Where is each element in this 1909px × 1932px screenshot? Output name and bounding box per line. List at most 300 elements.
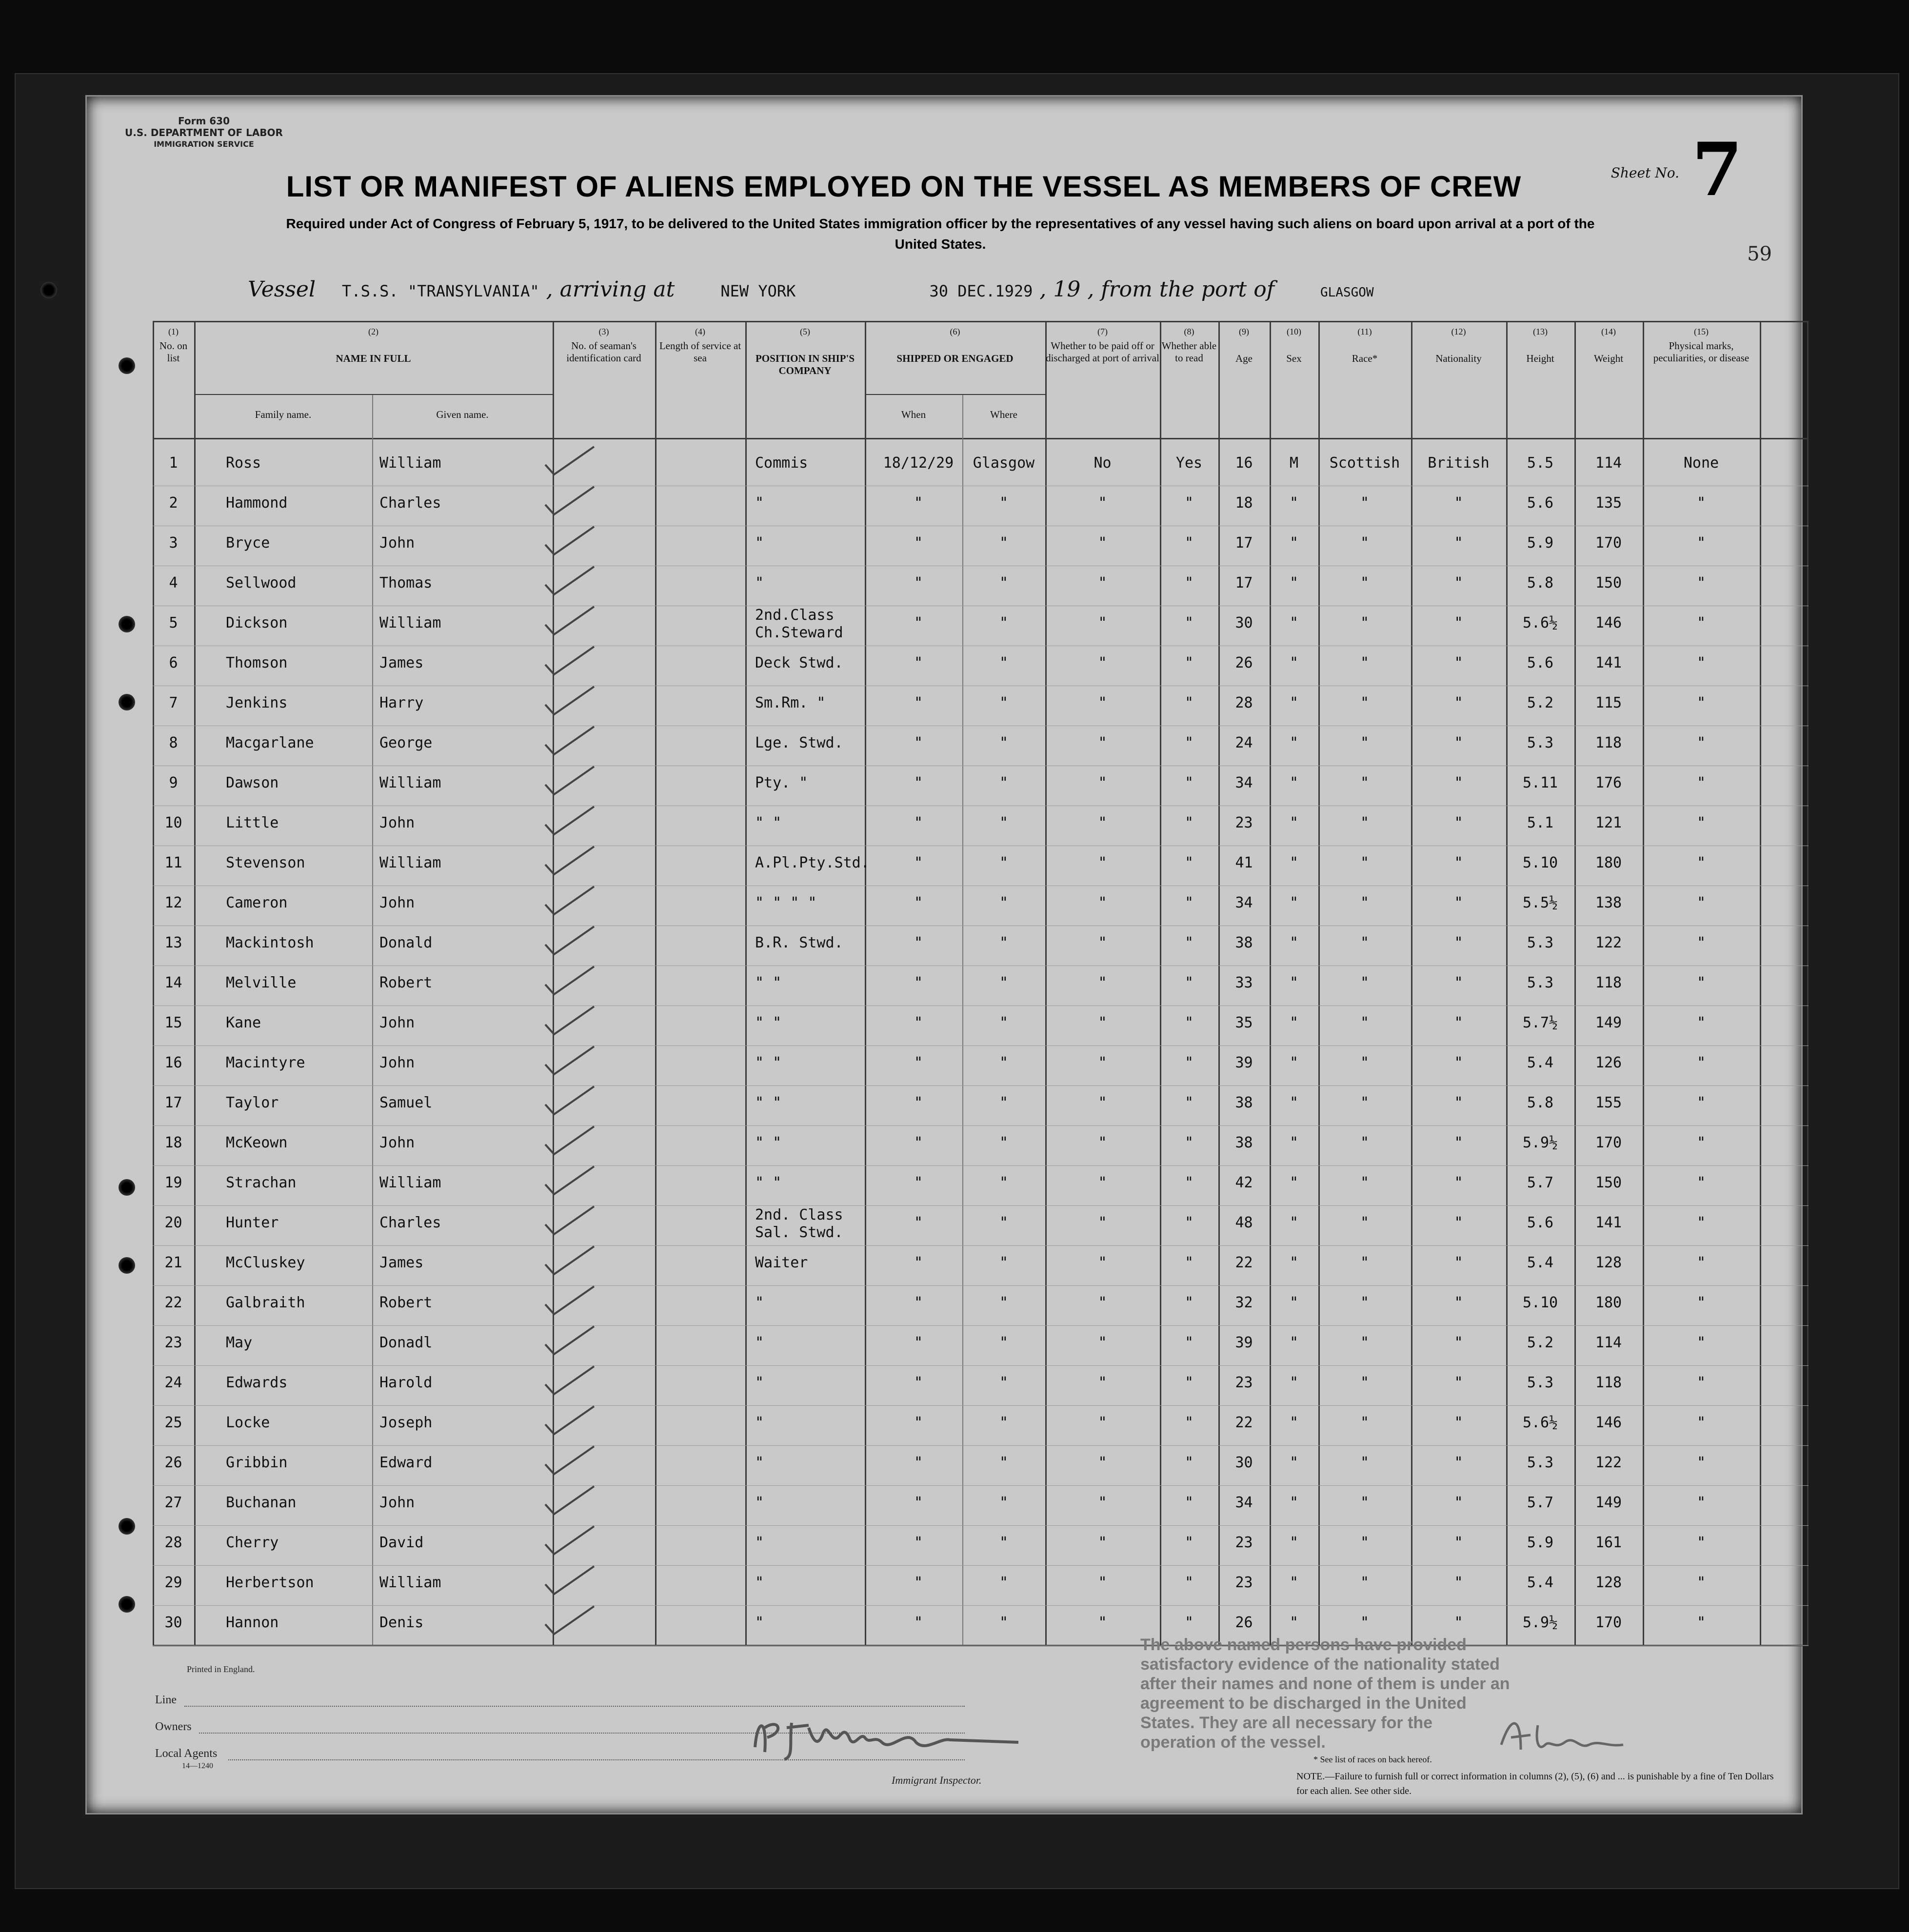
weight: 141: [1595, 654, 1622, 671]
weight: 161: [1595, 1534, 1622, 1551]
age: 22: [1235, 1414, 1253, 1431]
height: 5.7: [1527, 1174, 1554, 1191]
race: ": [1360, 854, 1370, 871]
position: ": [755, 1534, 764, 1551]
paid-off: ": [1098, 534, 1107, 552]
position: Sm.Rm. ": [755, 694, 826, 711]
col-header-name: [194, 326, 553, 365]
race: ": [1360, 1374, 1370, 1391]
nationality: ": [1454, 614, 1463, 631]
shipped-where: ": [999, 1614, 1009, 1631]
age: 34: [1235, 774, 1253, 791]
printed-in: Printed in England.: [187, 1664, 255, 1674]
nationality: ": [1454, 654, 1463, 671]
height: 5.5½: [1522, 894, 1558, 911]
family-name: Stevenson: [226, 854, 305, 871]
weight: 180: [1595, 854, 1622, 871]
given-name: John: [379, 894, 415, 911]
row-number: 12: [164, 894, 182, 911]
col-label: No. on list: [159, 340, 188, 364]
shipped-when: ": [914, 614, 923, 631]
weight: 118: [1595, 974, 1622, 991]
position: ": [755, 1454, 764, 1471]
shipped-when: ": [914, 694, 923, 711]
shipped-where: ": [999, 1014, 1009, 1031]
shipped-when: ": [914, 1374, 923, 1391]
age: 38: [1235, 1094, 1253, 1111]
check-mark-icon: [536, 1242, 614, 1281]
inspector-signature: [745, 1698, 1048, 1767]
weight: 170: [1595, 534, 1622, 552]
sex: ": [1289, 494, 1299, 512]
age: 17: [1235, 574, 1253, 591]
col-header-service: [655, 326, 745, 364]
physical-marks: ": [1696, 854, 1706, 871]
sex: M: [1289, 454, 1299, 472]
position: " ": [755, 1134, 782, 1151]
physical-marks: ": [1696, 814, 1706, 831]
check-mark-icon: [536, 803, 614, 842]
shipped-where: ": [999, 934, 1009, 951]
physical-marks: ": [1696, 1014, 1706, 1031]
given-name: David: [379, 1534, 424, 1551]
family-name: Mackintosh: [226, 934, 314, 951]
nationality: ": [1454, 774, 1463, 791]
col-header-id-card: [553, 326, 655, 364]
row-number: 25: [164, 1414, 182, 1431]
given-name: John: [379, 814, 415, 831]
position: 2nd. Class: [755, 1206, 843, 1223]
nationality: ": [1454, 494, 1463, 512]
punch-hole: [119, 357, 135, 374]
physical-marks: ": [1696, 1334, 1706, 1351]
position: Commis: [755, 454, 808, 472]
check-mark-icon: [536, 1282, 614, 1321]
table-row: [153, 1367, 1809, 1405]
age: 34: [1235, 894, 1253, 911]
table-row: [153, 927, 1809, 966]
age: 18: [1235, 494, 1253, 512]
physical-marks: ": [1696, 1294, 1706, 1311]
row-number: 22: [164, 1294, 182, 1311]
race: ": [1360, 534, 1370, 552]
age: 33: [1235, 974, 1253, 991]
race: ": [1360, 774, 1370, 791]
shipped-when: 18/12/29: [883, 454, 954, 472]
check-mark-icon: [536, 1482, 614, 1521]
paid-off: ": [1098, 1454, 1107, 1471]
family-name: Thomson: [226, 654, 288, 671]
page-title: LIST OR MANIFEST OF ALIENS EMPLOYED ON THE VESSEL AS MEMBERS OF CREW: [286, 170, 1522, 203]
race: ": [1360, 1014, 1370, 1031]
paid-off: ": [1098, 1374, 1107, 1391]
sex: ": [1289, 1374, 1299, 1391]
table-row: [153, 1207, 1809, 1245]
shipped-when: ": [914, 1174, 923, 1191]
able-to-read: ": [1184, 974, 1194, 991]
shipped-where: ": [999, 1494, 1009, 1511]
race: ": [1360, 1294, 1370, 1311]
race: Scottish: [1329, 454, 1400, 472]
shipped-when: ": [914, 894, 923, 911]
age: 32: [1235, 1294, 1253, 1311]
age: 30: [1235, 1454, 1253, 1471]
shipped-when: ": [914, 734, 923, 751]
family-name: Hammond: [226, 494, 288, 512]
sex: ": [1289, 1574, 1299, 1591]
paid-off: ": [1098, 894, 1107, 911]
able-to-read: ": [1184, 934, 1194, 951]
nationality: ": [1454, 734, 1463, 751]
family-name: Buchanan: [226, 1494, 297, 1511]
shipped-where: ": [999, 1414, 1009, 1431]
nationality: ": [1454, 1254, 1463, 1271]
family-name: Galbraith: [226, 1294, 305, 1311]
paid-off: ": [1098, 1054, 1107, 1071]
physical-marks: ": [1696, 974, 1706, 991]
position: Waiter: [755, 1254, 808, 1271]
col-header-when: When: [901, 409, 926, 420]
physical-marks: ": [1696, 1534, 1706, 1551]
sex: ": [1289, 894, 1299, 911]
col-num: (2): [368, 327, 378, 336]
physical-marks: ": [1696, 494, 1706, 512]
height: 5.5: [1527, 454, 1554, 472]
family-name: McCluskey: [226, 1254, 305, 1271]
height: 5.9: [1527, 1534, 1554, 1551]
family-name: Hunter: [226, 1214, 279, 1231]
col-label: Weight: [1593, 353, 1624, 364]
position: " ": [755, 1094, 782, 1111]
table-row: [153, 1567, 1809, 1605]
position: ": [755, 1414, 764, 1431]
sex: ": [1289, 814, 1299, 831]
row-number: 5: [169, 614, 178, 631]
position: 2nd.Class: [755, 607, 835, 624]
shipped-when: ": [914, 1574, 923, 1591]
height: 5.9: [1527, 534, 1554, 552]
nationality: ": [1454, 1214, 1463, 1231]
race: ": [1360, 494, 1370, 512]
weight: 170: [1595, 1614, 1622, 1631]
race: ": [1360, 1254, 1370, 1271]
weight: 118: [1595, 734, 1622, 751]
shipped-where: ": [999, 694, 1009, 711]
nationality: ": [1454, 1014, 1463, 1031]
physical-marks: ": [1696, 1254, 1706, 1271]
check-mark-icon: [536, 563, 614, 602]
physical-marks: ": [1696, 1454, 1706, 1471]
col-label: Whether to be paid off or discharged at port of arrival: [1046, 340, 1159, 364]
shipped-where: ": [999, 1374, 1009, 1391]
given-name: John: [379, 1014, 415, 1031]
race: ": [1360, 894, 1370, 911]
nationality: ": [1454, 934, 1463, 951]
nationality: ": [1454, 694, 1463, 711]
weight: 149: [1595, 1494, 1622, 1511]
able-to-read: ": [1184, 1134, 1194, 1151]
race: ": [1360, 734, 1370, 751]
race: ": [1360, 1134, 1370, 1151]
col-label: SHIPPED OR ENGAGED: [896, 353, 1014, 364]
col-header-race: [1318, 326, 1411, 365]
col-num: (3): [598, 327, 609, 336]
family-name: Cameron: [226, 894, 288, 911]
paid-off: ": [1098, 1414, 1107, 1431]
shipped-when: ": [914, 1094, 923, 1111]
col-header-no: [153, 326, 194, 364]
age: 38: [1235, 934, 1253, 951]
col-num: (15): [1694, 327, 1709, 336]
row-number: 10: [164, 814, 182, 831]
arrival-date: 30 DEC.1929: [929, 282, 1033, 300]
race: ": [1360, 974, 1370, 991]
position: " ": [755, 1174, 782, 1191]
col-header-position: [745, 326, 865, 377]
height: 5.4: [1527, 1054, 1554, 1071]
given-name: Denis: [379, 1614, 424, 1631]
sex: ": [1289, 734, 1299, 751]
check-mark-icon: [536, 443, 614, 482]
age: 48: [1235, 1214, 1253, 1231]
col-label: Age: [1235, 353, 1253, 364]
able-to-read: ": [1184, 1014, 1194, 1031]
given-name: William: [379, 1574, 441, 1591]
paid-off: ": [1098, 654, 1107, 671]
table-row: [153, 808, 1809, 846]
table-row: [153, 688, 1809, 726]
shipped-when: ": [914, 574, 923, 591]
family-name: Sellwood: [226, 574, 297, 591]
given-name: John: [379, 1054, 415, 1071]
position: ": [755, 1374, 764, 1391]
sex: ": [1289, 1094, 1299, 1111]
weight: 135: [1595, 494, 1622, 512]
sheet-label: Sheet No.: [1611, 165, 1679, 181]
weight: 146: [1595, 614, 1622, 631]
table-row: [153, 1167, 1809, 1205]
height: 5.10: [1522, 854, 1558, 871]
physical-marks: ": [1696, 574, 1706, 591]
family-name: McKeown: [226, 1134, 288, 1151]
row-number: 27: [164, 1494, 182, 1511]
check-mark-icon: [536, 923, 614, 962]
shipped-when: ": [914, 1334, 923, 1351]
race: ": [1360, 1494, 1370, 1511]
col-label: POSITION IN SHIP'S COMPANY: [755, 353, 855, 376]
paid-off: ": [1098, 1134, 1107, 1151]
sex: ": [1289, 1014, 1299, 1031]
position-line-2: Ch.Steward: [755, 624, 843, 641]
given-name: George: [379, 734, 433, 751]
weight: 128: [1595, 1574, 1622, 1591]
col-num: (5): [800, 327, 810, 336]
shipped-where: ": [999, 1214, 1009, 1231]
page-subtitle: Required under Act of Congress of February 5, 1917, to be delivered to the United States immigration officer by the representatives of any vessel having such aliens on board upon arrival at a port of the United States.: [286, 216, 1595, 252]
shipped-when: ": [914, 1534, 923, 1551]
paid-off: ": [1098, 1574, 1107, 1591]
race: ": [1360, 1574, 1370, 1591]
physical-marks: ": [1696, 1414, 1706, 1431]
position: " ": [755, 974, 782, 991]
col-header-age: [1218, 326, 1270, 365]
age: 38: [1235, 1134, 1253, 1151]
able-to-read: ": [1184, 1214, 1194, 1231]
nationality: ": [1454, 854, 1463, 871]
physical-marks: ": [1696, 1174, 1706, 1191]
sex: ": [1289, 574, 1299, 591]
height: 5.8: [1527, 1094, 1554, 1111]
position: " ": [755, 814, 782, 831]
physical-marks: ": [1696, 1094, 1706, 1111]
row-number: 3: [169, 534, 178, 552]
row-rule: [153, 1645, 1809, 1646]
row-number: 19: [164, 1174, 182, 1191]
physical-marks: ": [1696, 1614, 1706, 1631]
height: 5.10: [1522, 1294, 1558, 1311]
table-row: [153, 768, 1809, 806]
height: 5.6: [1527, 1214, 1554, 1231]
shipped-when: ": [914, 934, 923, 951]
col-num: (11): [1357, 327, 1372, 336]
shipped-when: ": [914, 494, 923, 512]
given-name: William: [379, 1174, 441, 1191]
age: 39: [1235, 1054, 1253, 1071]
able-to-read: ": [1184, 1094, 1194, 1111]
height: 5.6½: [1522, 1414, 1558, 1431]
able-to-read: ": [1184, 654, 1194, 671]
sex: ": [1289, 1054, 1299, 1071]
check-mark-icon: [536, 1562, 614, 1601]
race: ": [1360, 694, 1370, 711]
position: Lge. Stwd.: [755, 734, 843, 751]
able-to-read: ": [1184, 734, 1194, 751]
row-rule: [153, 1165, 1809, 1166]
row-number: 13: [164, 934, 182, 951]
check-mark-icon: [536, 1322, 614, 1361]
arriving-port: NEW YORK: [720, 282, 796, 300]
family-name: Jenkins: [226, 694, 288, 711]
check-mark-icon: [536, 723, 614, 762]
paid-off: ": [1098, 974, 1107, 991]
paid-off: ": [1098, 614, 1107, 631]
table-row: [153, 648, 1809, 686]
row-rule: [153, 1365, 1809, 1366]
height: 5.7½: [1522, 1014, 1558, 1031]
row-number: 29: [164, 1574, 182, 1591]
sex: ": [1289, 1414, 1299, 1431]
nationality: ": [1454, 1414, 1463, 1431]
nationality: ": [1454, 894, 1463, 911]
col-header-nationality: [1411, 326, 1506, 365]
physical-marks: ": [1696, 534, 1706, 552]
weight: 170: [1595, 1134, 1622, 1151]
check-mark-icon: [536, 1043, 614, 1082]
given-name: Joseph: [379, 1414, 433, 1431]
sex: ": [1289, 1614, 1299, 1631]
paid-off: ": [1098, 694, 1107, 711]
year-label: , 19: [1039, 277, 1081, 302]
shipped-when: ": [914, 1454, 923, 1471]
nationality: ": [1454, 1574, 1463, 1591]
able-to-read: ": [1184, 694, 1194, 711]
row-rule: [153, 1125, 1809, 1126]
race: ": [1360, 1534, 1370, 1551]
given-name: Samuel: [379, 1094, 433, 1111]
physical-marks: ": [1696, 774, 1706, 791]
family-name: Edwards: [226, 1374, 288, 1391]
paid-off: ": [1098, 1014, 1107, 1031]
col-header-weight: [1574, 326, 1643, 365]
weight: 155: [1595, 1094, 1622, 1111]
height: 5.3: [1527, 934, 1554, 951]
family-name: Dawson: [226, 774, 279, 791]
check-mark-icon: [536, 483, 614, 522]
age: 23: [1235, 1534, 1253, 1551]
nationality: ": [1454, 1494, 1463, 1511]
position: ": [755, 534, 764, 552]
row-number: 9: [169, 774, 178, 791]
paid-off: ": [1098, 734, 1107, 751]
position: " ": [755, 1054, 782, 1071]
given-name: Harold: [379, 1374, 433, 1391]
col-label: Nationality: [1435, 353, 1482, 364]
sex: ": [1289, 1334, 1299, 1351]
shipped-where: ": [999, 1254, 1009, 1271]
shipped-where: ": [999, 974, 1009, 991]
family-name: Bryce: [226, 534, 270, 552]
race: ": [1360, 1174, 1370, 1191]
family-name: Herbertson: [226, 1574, 314, 1591]
family-name: Gribbin: [226, 1454, 288, 1471]
check-mark-icon: [536, 843, 614, 882]
row-rule: [153, 1205, 1809, 1206]
col-label: Race*: [1352, 353, 1378, 364]
shipped-where: ": [999, 854, 1009, 871]
shipped-where: ": [999, 574, 1009, 591]
race: ": [1360, 1094, 1370, 1111]
paid-off: ": [1098, 854, 1107, 871]
position: ": [755, 1334, 764, 1351]
col-header-family: Family name.: [255, 409, 312, 420]
check-mark-icon: [536, 1602, 614, 1641]
family-name: Taylor: [226, 1094, 279, 1111]
able-to-read: ": [1184, 1614, 1194, 1631]
nationality: ": [1454, 1094, 1463, 1111]
paid-off: ": [1098, 1294, 1107, 1311]
given-name: Charles: [379, 1214, 441, 1231]
shipped-when: ": [914, 1614, 923, 1631]
shipped-where: ": [999, 614, 1009, 631]
shipped-when: ": [914, 1414, 923, 1431]
col-label: No. of seaman's identification card: [566, 340, 641, 364]
physical-marks: ": [1696, 1494, 1706, 1511]
row-rule: [153, 1285, 1809, 1286]
weight: 118: [1595, 1374, 1622, 1391]
given-name: Harry: [379, 694, 424, 711]
races-note: * See list of races on back hereof.: [1313, 1755, 1432, 1764]
col-header-read: [1160, 326, 1218, 364]
table-row: [153, 488, 1809, 526]
able-to-read: ": [1184, 1054, 1194, 1071]
master-signature: [1491, 1711, 1667, 1759]
height: 5.8: [1527, 574, 1554, 591]
age: 42: [1235, 1174, 1253, 1191]
family-name: Kane: [226, 1014, 261, 1031]
check-mark-icon: [536, 883, 614, 922]
physical-marks: ": [1696, 1374, 1706, 1391]
row-number: 16: [164, 1054, 182, 1071]
